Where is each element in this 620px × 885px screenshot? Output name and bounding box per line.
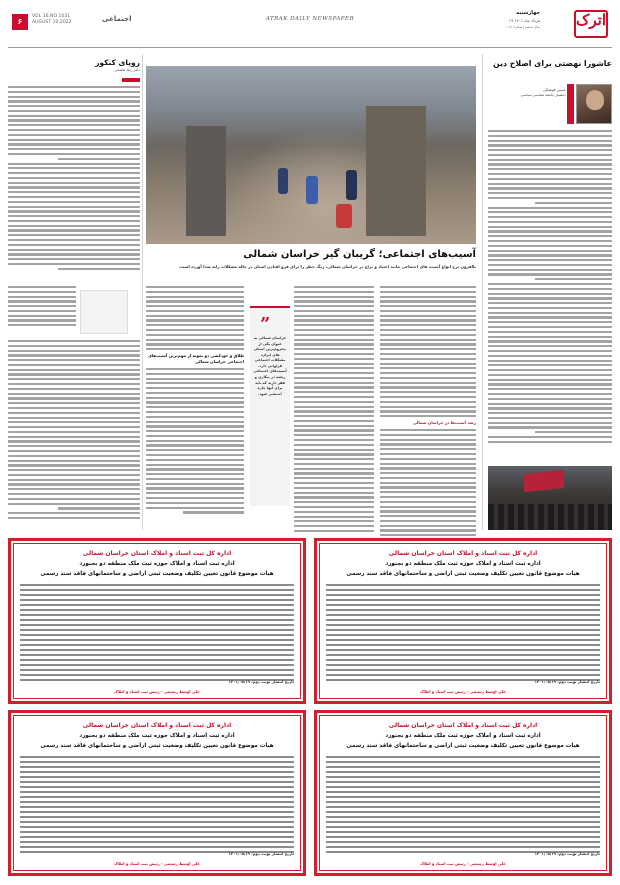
notice-body <box>326 756 600 856</box>
left-article-body-wrap <box>8 286 76 329</box>
volume-line: VOL 16,NO 1031 <box>32 14 71 19</box>
date-line: AUGUST 10,2022 <box>32 19 72 25</box>
child-figure <box>278 168 288 194</box>
column-divider <box>482 54 483 530</box>
main-photo-children-alley <box>146 66 476 244</box>
legal-notice-1 <box>314 538 612 704</box>
child-figure <box>306 176 318 204</box>
date-block <box>470 10 540 30</box>
left-author: دکتر رضا هاشمی <box>114 68 140 72</box>
masthead <box>8 6 612 48</box>
right-column <box>488 54 612 530</box>
child-figure <box>346 170 357 200</box>
notice-subject: هیات موضوع قانون تعیین تکلیف وضعیت ثبتی اراضی و ساختمانهای فاقد سند رسمی <box>40 571 274 577</box>
child-figure <box>336 204 352 228</box>
notice-date: تاریخ انتشار نوبت دوم: ۱۴۰۱/۰۵/۱۹ <box>534 850 600 856</box>
left-article-body <box>8 86 140 272</box>
left-sidebar-box <box>80 290 128 334</box>
legal-notice-3 <box>314 710 612 876</box>
quote-icon: ” <box>260 314 271 335</box>
main-headline: آسیب‌های اجتماعی؛ گریبان گیر خراسان شمالی <box>243 249 476 260</box>
notice-date: تاریخ انتشار نوبت دوم: ۱۴۰۱/۰۵/۱۹ <box>228 678 294 684</box>
right-article-title: عاشورا نهضتی برای اصلاح دین <box>493 59 612 68</box>
main-body-col-2 <box>294 286 374 535</box>
page-number: ۶ <box>12 14 28 30</box>
notice-signature: علی اوسط رستمی - رئیس ثبت اسناد و املاک <box>114 860 200 866</box>
pull-quote <box>250 306 290 506</box>
author-role: دانشیار جامعه شناسی سیاسی <box>520 92 566 97</box>
notice-body <box>326 584 600 684</box>
right-article-body <box>488 130 612 446</box>
newspaper-logo <box>546 6 608 46</box>
note-badge <box>567 84 574 124</box>
notice-office: اداره ثبت اسناد و املاک حوزه ثبت ملک منطقه دو بجنورد <box>385 733 541 739</box>
legal-notices <box>8 538 612 878</box>
flag-shape <box>524 470 564 492</box>
left-article-body-2 <box>8 340 140 522</box>
notice-body <box>20 756 294 856</box>
logo-text: اترک <box>575 11 606 29</box>
notice-office: اداره ثبت اسناد و املاک حوزه ثبت ملک منطقه دو بجنورد <box>79 561 235 567</box>
subhead-growth: رشد آسیب‌ها در خراسان شمالی <box>412 420 476 426</box>
notice-subject: هیات موضوع قانون تعیین تکلیف وضعیت ثبتی اراضی و ساختمانهای فاقد سند رسمی <box>346 571 580 577</box>
main-body-col-3 <box>146 286 244 516</box>
author-photo <box>576 84 612 124</box>
main-lead: باافزون نرخ انواع آسیب های اجتماعی مانند اعتیاد و نزاع در خراسان شمالی، زنگ خطر را برای فرو افتادن استان در چاله مشکلات رابه صدا آورده است. <box>178 264 476 269</box>
notice-body <box>20 584 294 684</box>
newspaper-name: ATRAK DAILY NEWSPAPER <box>265 16 355 22</box>
notice-signature: علی اوسط رستمی - رئیس ثبت اسناد و املاک <box>420 860 506 866</box>
notice-org: اداره کل ثبت اسناد و املاک استان خراسان شمالی <box>388 722 538 729</box>
weekday: چهارشنبه <box>516 10 540 16</box>
notice-subject: هیات موضوع قانون تعیین تکلیف وضعیت ثبتی اراضی و ساختمانهای فاقد سند رسمی <box>346 743 580 749</box>
subhead-divorce: طلاق و خودکشی دو نمونه از مهم‌ترین آسیب‌های اجتماعی خراسان شمالی <box>148 353 244 365</box>
column-divider <box>142 54 143 530</box>
legal-notice-4 <box>8 710 306 876</box>
issue-line: سال ششم | شماره ۱۰۳۱ <box>505 25 540 30</box>
notice-org: اداره کل ثبت اسناد و املاک استان خراسان شمالی <box>388 550 538 557</box>
left-article-title: رویای کنکور <box>95 58 140 67</box>
pull-quote-text: خراسان شمالی به عنوان یکی از محروم‌ترین استان های ایران، مشکلات اجتماعی فراوانی دارد. آسیب‌های اجتماعی ریشه در بیکاری و فقر دارند که باید برای آنها چاره اندیشی شود. <box>253 336 287 396</box>
notice-org: اداره کل ثبت اسناد و املاک استان خراسان شمالی <box>82 550 232 557</box>
notice-date: تاریخ انتشار نوبت دوم: ۱۴۰۱/۰۵/۱۹ <box>228 850 294 856</box>
section-name: اجتماعی <box>102 15 132 23</box>
volume-block <box>12 12 152 36</box>
author-name: حسین قوشنگی <box>542 88 566 92</box>
ceremony-photo <box>488 466 612 530</box>
right-author <box>490 88 566 98</box>
volume-text <box>32 14 72 25</box>
solar-date: ۱۹ مرداد ماه ۱۴۰۱ <box>508 18 540 24</box>
crowd-shape <box>488 504 612 530</box>
notice-office: اداره ثبت اسناد و املاک حوزه ثبت ملک منطقه دو بجنورد <box>385 561 541 567</box>
note-badge <box>122 78 140 82</box>
notice-date: تاریخ انتشار نوبت دوم: ۱۴۰۱/۰۵/۱۹ <box>534 678 600 684</box>
notice-office: اداره ثبت اسناد و املاک حوزه ثبت ملک منطقه دو بجنورد <box>79 733 235 739</box>
legal-notice-2 <box>8 538 306 704</box>
notice-signature: علی اوسط رستمی - رئیس ثبت اسناد و املاک <box>420 688 506 694</box>
notice-subject: هیات موضوع قانون تعیین تکلیف وضعیت ثبتی اراضی و ساختمانهای فاقد سند رسمی <box>40 743 274 749</box>
left-column <box>8 54 140 530</box>
notice-signature: علی اوسط رستمی - رئیس ثبت اسناد و املاک <box>114 688 200 694</box>
notice-org: اداره کل ثبت اسناد و املاک استان خراسان شمالی <box>82 722 232 729</box>
center-column <box>146 54 476 530</box>
